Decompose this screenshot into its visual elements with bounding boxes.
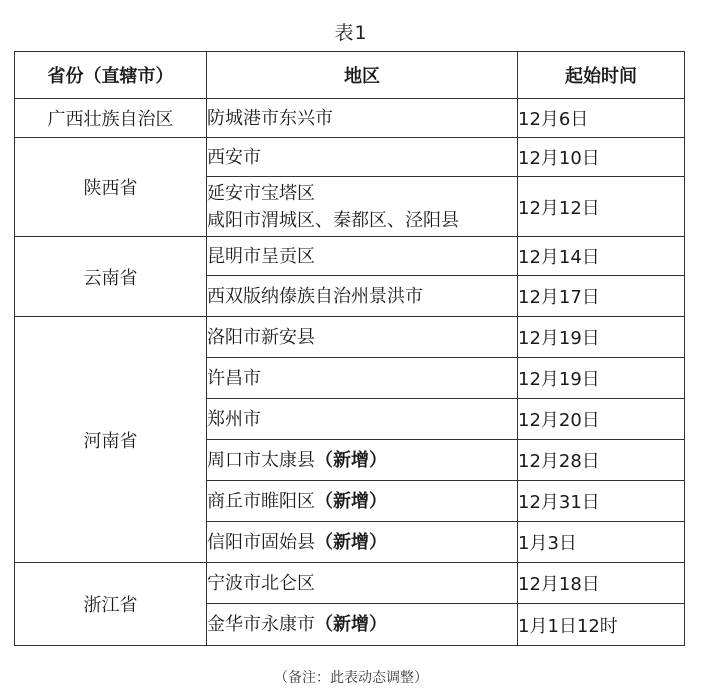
new-tag: （新增） (315, 449, 387, 471)
region-text: 西安市 (207, 146, 261, 168)
region-cell (207, 99, 518, 138)
region-cell (207, 440, 518, 481)
start-time-cell: 12月18日 (518, 563, 685, 604)
province-cell: 云南省 (15, 237, 207, 317)
start-time-cell: 12月14日 (518, 237, 685, 276)
region-cell (207, 481, 518, 522)
region-cell (207, 177, 518, 237)
start-time-cell: 12月19日 (518, 358, 685, 399)
region-line (207, 611, 517, 638)
start-time-cell: 1月3日 (518, 522, 685, 563)
region-text: 咸阳市渭城区、秦都区、泾阳县 (207, 209, 459, 231)
start-time-cell: 12月17日 (518, 276, 685, 317)
start-time-cell: 12月12日 (518, 177, 685, 237)
province-cell: 浙江省 (15, 563, 207, 646)
region-text: 西双版纳傣族自治州景洪市 (207, 285, 423, 307)
region-line (207, 447, 517, 474)
region-text: 昆明市呈贡区 (207, 245, 315, 267)
region-cell (207, 317, 518, 358)
new-tag: （新增） (315, 490, 387, 512)
region-text: 许昌市 (207, 367, 261, 389)
region-cell (207, 237, 518, 276)
region-cell (207, 138, 518, 177)
start-time-cell: 12月28日 (518, 440, 685, 481)
region-table (14, 51, 685, 646)
region-text: 宁波市北仑区 (207, 572, 315, 594)
table-row (15, 99, 685, 138)
region-text: 防城港市东兴市 (207, 107, 333, 129)
table-row (15, 138, 685, 177)
start-time-cell: 12月10日 (518, 138, 685, 177)
new-tag: （新增） (315, 531, 387, 553)
table-caption: 表1 (334, 22, 368, 44)
header-start-time: 起始时间 (518, 52, 685, 99)
region-text: 延安市宝塔区 (207, 182, 315, 204)
table-row (15, 563, 685, 604)
region-cell (207, 399, 518, 440)
table-row (15, 237, 685, 276)
region-cell (207, 358, 518, 399)
start-time-cell: 12月31日 (518, 481, 685, 522)
table-header-row (15, 52, 685, 99)
region-cell (207, 563, 518, 604)
start-time-cell: 12月19日 (518, 317, 685, 358)
region-text: 信阳市固始县 (207, 531, 315, 553)
region-line (207, 529, 517, 556)
table-note: （备注：此表动态调整） (274, 670, 428, 686)
province-cell: 河南省 (15, 317, 207, 563)
header-region: 地区 (207, 52, 518, 99)
region-line (207, 488, 517, 515)
region-text: 洛阳市新安县 (207, 326, 315, 348)
start-time-cell: 12月6日 (518, 99, 685, 138)
region-text: 周口市太康县 (207, 449, 315, 471)
region-text: 金华市永康市 (207, 614, 315, 635)
province-cell: 陕西省 (15, 138, 207, 237)
header-province: 省份（直辖市） (15, 52, 207, 99)
table-row (15, 317, 685, 358)
region-text: 郑州市 (207, 408, 261, 430)
start-time-cell: 12月20日 (518, 399, 685, 440)
region-cell (207, 522, 518, 563)
region-text: 商丘市睢阳区 (207, 490, 315, 512)
new-tag: （新增） (315, 614, 387, 635)
region-cell (207, 276, 518, 317)
province-cell: 广西壮族自治区 (15, 99, 207, 138)
start-time-cell: 1月1日12时 (518, 604, 685, 646)
region-cell (207, 604, 518, 646)
